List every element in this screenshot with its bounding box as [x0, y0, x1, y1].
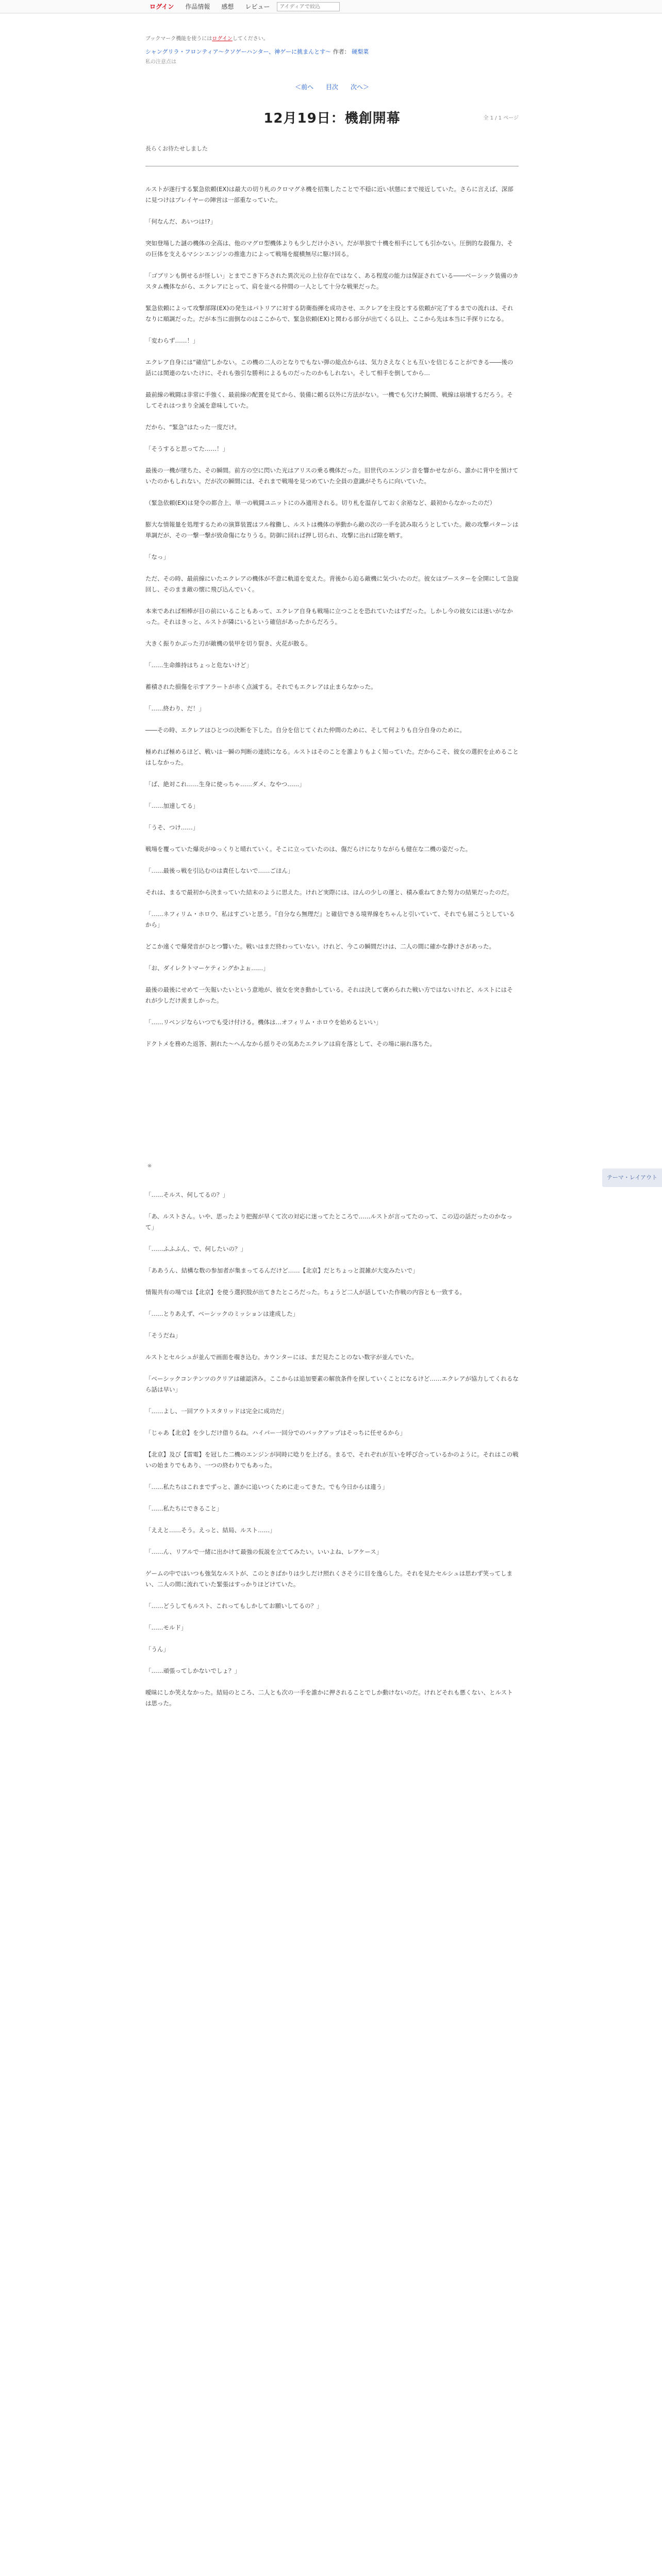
body-paragraph: ゲームの中ではいつも強気なルストが、このときばかりは少しだけ照れくさそうに目を逸らした。それを見たセルシュは思わず笑ってしまい、二人の間に流れていた緊張はすっかりほどけていた。	[145, 1570, 513, 1588]
body-paragraph: 「ああうん、結構な数の参加者が集まってるんだけど……【北京】だとちょっと混雑が大変みたいで」	[145, 1267, 419, 1274]
series-notes: 私の注意点は	[145, 59, 176, 65]
body-paragraph: 突如登場した謎の機体の全高は、他のマグロ型機体よりも少しだけ小さい。だが単独で十機を相手にしても引かない。圧倒的な殺傷力、その巨体を支えるマシンエンジンの推進力によって戦場を縦横無尽に駆け回る。	[145, 240, 513, 258]
body-paragraph: 「ベーシックコンテンツのクリアは確認済み。ここからは追加要素の解放条件を探していくことになるけど……エクレアが協力してくれるなら話は早い」	[145, 1375, 519, 1393]
body-paragraph: 「そうすると思ってた……！」	[145, 445, 228, 452]
body-paragraph: どこか遠くで爆発音がひとつ響いた。戦いはまだ終わっていない。けれど、今この瞬間だけは、二人の間に確かな静けさがあった。	[145, 943, 495, 950]
body-paragraph: 「何なんだ、あいつは!?」	[145, 218, 217, 225]
body-paragraph: 【北京】及び【雷電】を冠した二機のエンジンが同時に唸りを上げる。まるで、それぞれが互いを呼び合っているかのように。それはこの戦いの始まりでもあり、一つの終わりでもあった。	[145, 1451, 519, 1469]
body-paragraph: 「うそ、つけ……」	[145, 824, 199, 831]
body-paragraph: 「なっ」	[145, 553, 169, 561]
next-episode-link[interactable]: 次へ＞	[350, 83, 369, 91]
episode-title: 12月19日：機創開幕	[263, 111, 401, 126]
body-paragraph: 「ええと……そう。えっと、結局、ルスト……」	[145, 1527, 276, 1534]
body-paragraph: 「……ん、リアルで一緒に出かけて最強の仮説を立ててみたい。いいよね、レアケース」	[145, 1548, 383, 1555]
body-paragraph: 「……とりあえず、ベーシックのミッションは達成した」	[145, 1310, 299, 1317]
body-paragraph: エクレア自身には“確信”しかない。この機の二人のとなりでもない弾の総点からは、気力さえなくとも互いを信じることができる――後の話には関連のないたけに、それも強引な勝利によるものだったのかもしれない。そして相手を倒してから…	[145, 359, 514, 377]
body-paragraph: 「……生命維持はちょっと危ないけど」	[145, 662, 252, 669]
prev-episode-link[interactable]: ＜前へ	[295, 83, 314, 91]
body-paragraph: 大きく振りかぶった刃が敵機の装甲を切り裂き、火花が散る。	[145, 640, 311, 647]
author-link[interactable]: 硬梨菜	[352, 48, 369, 55]
body-paragraph: ルストとセルシュが並んで画面を覗き込む。カウンターには、まだ見たことのない数字が並んでいた。	[145, 1353, 418, 1361]
body-paragraph: 戦場を覆っていた爆炎がゆっくりと晴れていく。そこに立っていたのは、傷だらけになりながらも健在な二機の姿だった。	[145, 845, 472, 853]
page-number: 全 1 / 1 ページ	[483, 115, 519, 121]
body-paragraph: 「ゴブリンも倒せるが怪しい」とまでこき下ろされた異次元の上位存在ではなく、ある程度の能力は保証されている――ベーシック装備のカスタム機体ながら、エクレアにとって、肩を並べる仲間の一人として十分な戦果だった。	[145, 272, 519, 290]
body-paragraph: ――その時、エクレアはひとつの決断を下した。自分を信じてくれた仲間のために、そして何よりも自分自身のために。	[145, 726, 466, 734]
series-info	[145, 48, 519, 56]
body-paragraph: 「……どうしてもルスト、これってもしかしてお願いしてるの？」	[145, 1602, 323, 1609]
body-paragraph: 「変わらず……！」	[145, 337, 199, 344]
top-navigation-bar	[0, 0, 662, 13]
nav-work-info[interactable]: 作品情報	[185, 3, 210, 10]
nav-reviews[interactable]: レビュー	[245, 3, 270, 10]
body-paragraph: 本来であれば相棒が目の前にいることもあって、エクレア自身も戦場に立つことを恐れていたはずだった。しかし今の彼女には迷いがなかった。それはきっと、ルストが隣にいるという確信があったからだろう。	[145, 607, 513, 625]
body-paragraph: 「……終わり、だ！」	[145, 705, 205, 712]
body-paragraph: 「あ、ルストさん。いや、思ったより把握が早くて次の対応に迷ってたところで……ルストが言ってたのって、この辺の話だったのかなって」	[145, 1213, 512, 1231]
body-paragraph: ドクトメを務めた返答、割れた～へんなから揺りその気あたエクレアは肩を落として、その場に崩れ落ちた。	[145, 1040, 436, 1047]
body-paragraph: 「そうだね」	[145, 1332, 181, 1339]
body-paragraph: 「……モルド」	[145, 1624, 187, 1631]
section-mark: ※	[147, 1163, 152, 1169]
episode-body-part1	[145, 184, 519, 1049]
body-paragraph: 情報共有の場では【北京】を使う選択肢が出てきたところだった。ちょうど二人が話していた作戦の内容とも一致する。	[145, 1289, 466, 1296]
body-paragraph: 膨大な情報量を処理するための演算装置はフル稼働し、ルストは機体の挙動から敵の次の一手を読み取ろうとしていた。敵の攻撃パターンは単調だが、その一撃一撃が致命傷になりうる。防御に回れば押し切られ、攻撃に出れば隙を晒す。	[145, 521, 519, 539]
body-paragraph: ルストが遂行する緊急依頼(EX)は最大の切り札のクロマグネ機を招集したことで不穏に近い状態にまで接近していた。さらに言えば、深部に見つけはプレイヤーの陣営は一部重なっていた。	[145, 185, 514, 204]
body-paragraph: だから、“緊急”はたった一度だけ。	[145, 423, 240, 431]
novel-content-container	[145, 13, 519, 1720]
series-title-link[interactable]: シャングリラ・フロンティア～クソゲーハンター、神ゲーに挑まんとす～	[145, 48, 332, 55]
notice-login-link[interactable]: ログイン	[212, 36, 233, 42]
idea-filter-input[interactable]	[277, 2, 340, 11]
body-paragraph: 最後の最後にせめて一矢報いたいという意地が、彼女を突き動かしている。それは決して褒められた戦い方ではないけれど、ルストにはそれが少しだけ羨ましかった。	[145, 986, 513, 1004]
body-paragraph: ただ、その時、最前線にいたエクレアの機体が不意に軌道を変えた。背後から迫る敵機に気づいたのだ。彼女はブースターを全開にして急旋回し、そのまま敵の懐に飛び込んでいく。	[145, 575, 519, 593]
episode-pager	[145, 82, 519, 91]
theme-layout-tab[interactable]: テーマ・レイアウト	[602, 1168, 662, 1187]
body-paragraph: 緊急依頼によって攻撃部隊(EX)の発生はパトリアに対する防衛指揮を成功させ、エクレアを主役とする依頼が完了するまでの流れは、それなりに順調だった。だが本当に面倒なのはここからで、緊急依頼(EX)と関わる部分が出てくる以上、ここから先は本当に手探りになる。	[145, 304, 514, 323]
body-paragraph: 「……私たちはこれまでずっと、誰かに追いつくために走ってきた。でも今日からは違う」	[145, 1483, 388, 1490]
body-paragraph: （緊急依頼(EX)は発令の都合上、単一の戦闘ユニットにのみ適用される。切り札を温存しておく余裕など、最初からなかったのだ）	[145, 499, 496, 506]
episode-preface: 長らくお待たせしました	[145, 145, 208, 152]
body-paragraph: 「ば、絶対これ……生身に使っちゃ……ダメ、なやつ……」	[145, 781, 305, 788]
body-paragraph: 「……加速してる」	[145, 802, 199, 809]
body-paragraph: 「……私たちにできること」	[145, 1505, 223, 1512]
body-paragraph: 「お、ダイレクトマーケティングかよぉ……」	[145, 964, 269, 972]
body-paragraph: 曖昧にしか笑えなかった。結局のところ、二人とも次の一手を誰かに押されることでしか動けないのだ。けれどそれも悪くない、とルストは思った。	[145, 1689, 513, 1707]
body-paragraph: 極めれば極めるほど、戦いは一瞬の判断の連続になる。ルストはそのことを誰よりもよく知っていた。だからこそ、彼女の選択を止めることはしなかった。	[145, 748, 519, 766]
episode-body-part2	[145, 1190, 519, 1709]
blank-space	[145, 1060, 519, 1163]
body-paragraph: 「うん」	[145, 1646, 169, 1653]
body-paragraph: 「……リベンジならいつでも受け付ける。機体は…オフィリム・ホロウを始めるといい」	[145, 1019, 382, 1026]
body-paragraph: 「……最後っ戦を引込むのは責任しないで……ごほん」	[145, 867, 294, 874]
bookmark-notice: ブックマーク機能を使うにはログインしてください。	[145, 36, 269, 42]
body-paragraph: 「……よし、一回アウトスタリッドは完全に成功だ」	[145, 1408, 288, 1415]
body-paragraph: 最後の一機が墜ちた、その瞬間。前方の空に閃いた光はアリスの乗る機体だった。旧世代のエンジン音を響かせながら、誰かに背中を預けていたのかもしれない。だが次の瞬間には、それまで戦場を見つめていた全員の意識がそちらに向いていた。	[145, 467, 519, 485]
body-paragraph: それは、まるで最初から決まっていた結末のように思えた。けれど実際には、ほんの少しの運と、積み重ねてきた努力の結果だったのだ。	[145, 889, 513, 896]
table-of-contents-link[interactable]: 目次	[325, 83, 338, 91]
body-paragraph: 「……頑張ってしかないでしょ？」	[145, 1667, 240, 1674]
login-link[interactable]: ログイン	[150, 3, 174, 10]
body-paragraph: 「……そルス、何してるの？」	[145, 1191, 228, 1198]
nav-impressions[interactable]: 感想	[221, 3, 234, 10]
body-paragraph: 最前線の戦闘は非常に手強く、最前線の配置を見てから、装備に頼る以外に方法がない。一機でも欠けた瞬間、戦線は崩壊するだろう。そしてそれはつまり全滅を意味していた。	[145, 391, 513, 409]
body-paragraph: 「……ふふふん、で、何したいの？」	[145, 1245, 246, 1252]
body-paragraph: 「……ネフィリム・ホロウ、私はすごいと思う。『自分なら無理だ』と確信できる境界線をちゃんと引いていて、それでも届こうとしているから」	[145, 910, 515, 928]
body-paragraph: 「じゃあ【北京】を少しだけ借りるね。ハイパー一回分でのバックアップはそっちに任せるから」	[145, 1429, 406, 1436]
author-label: 作者：	[333, 48, 350, 55]
body-paragraph: 蓄積された損傷を示すアラートが赤く点滅する。それでもエクレアは止まらなかった。	[145, 683, 377, 690]
